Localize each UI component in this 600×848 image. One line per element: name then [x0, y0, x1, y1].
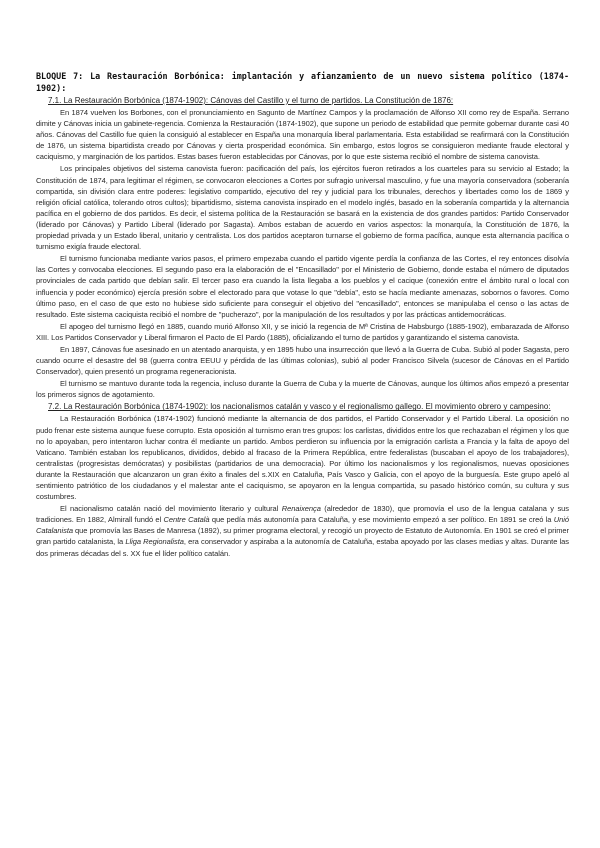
paragraph: El turnismo funcionaba mediante varios pasos, el primero empezaba cuando el partido vigente perdía la confianza de las Cortes, el rey entonces disolvía las Cortes y convocaba elecciones. El segundo paso era la elaboración de el "Encasillado" por el Ministerio de Gobierno, donde estaba el número de diputados provinciales de cada partido que debían salir. El tercer paso era cuando la lista llegaba a los pueblos y el cacique (conexión entre el ámbito rural o local con influencia y poder económico) ejercía presión sobre el electorado para que votase lo que "debía", esto se hacía mediante amenazas, sobornos o favores. Como último paso, en el caso de que esto no hubiese sido suficiente para conseguir el objetivo del "encasillado", entonces se manipulaba el censo o las actas de resultado. Este sistema caciquista recibió el nombre de "pucherazo", por la manipulación de los resultados y por las prácticas antidemocráticas. [36, 254, 569, 319]
italic-term: Unió Catalanista [36, 515, 569, 536]
italic-term: Centre Català [163, 515, 210, 525]
text-run: que promovía las Bases de Manresa (1892), su primer programa electoral, y recogió un proyecto de Estatuto de Autonomía. En 1901 se creó el primer gran partido catalanista, la [36, 526, 569, 547]
paragraph: Los principales objetivos del sistema canovista fueron: pacificación del país, los ejércitos fueron retirados a los cuarteles para su servicio al Estado; la Constitución de 1874, para legitimar el régimen, se convocaron elecciones a Cortes por sufragio universal masculino, y fue una mayoría conservadora (soberanía compartida, sin división clara entre poderes: legislativo compartido, ejecutivo del rey y judicial para los tribunales, derechos y libertades como los de 1869 y religión oficial católica, tolerando otros cultos); bipartidismo, sistema canovista inspirado en el modelo inglés, basado en la soberanía compartida y la alternancia pacífica en el gobierno de dos partidos. Es decir, el sistema política de la Restauración se basará en la existencia de dos grandes partidos: Partido Conservador (liderado por Cánovas) y Partido Liberal (liderado por Sagasta). Ambos estaban de acuerdo en varios aspectos: la monarquía, la Constitución de 1876, la propiedad privada y un Estado liberal, unitario y centralista. Los dos partidos aceptaron turnarse el gobierno de forma pacífica, aunque esta alternancia pacífica o turnismo exigía fraude electoral. [36, 164, 569, 252]
paragraph: El apogeo del turnismo llegó en 1885, cuando murió Alfonso XII, y se inició la regencia de Mª Cristina de Habsburgo (1885-1902), embarazada de Alfonso XIII. Los Partidos Conservador y Liberal firmaron el Pacto de El Pardo (1885), oficializando el turno de partidos y garantizando el sistema canovista. [36, 321, 569, 342]
document-title: BLOQUE 7: La Restauración Borbónica: implantación y afianzamiento de un nuevo sistema político (1874-1902): [36, 71, 569, 93]
text-run: que pedía más autonomía para Cataluña, y ese movimiento empezó a ser político. En 1891 se creó la [209, 515, 554, 525]
section-heading: 7.1. La Restauración Borbónica (1874-1902): Cánovas del Castillo y el turno de partidos. La Constitución de 1876: [48, 96, 454, 105]
paragraph: En 1897, Cánovas fue asesinado en un atentado anarquista, y en 1895 hubo una insurrección que llevó a la Guerra de Cuba. Subió al poder Sagasta, pero cuando ocurre el desastre del 98 (guerra contra EEUU y pérdida de las últimas colonias), subió al poder Francisco Silvela (sucesor de Cánovas en el Partido Conservador), quien presentó un programa regeneracionista. [36, 344, 569, 377]
paragraph: El turnismo se mantuvo durante toda la regencia, incluso durante la Guerra de Cuba y la muerte de Cánovas, aunque los últimos años empezó a presentar los primeros signos de agotamiento. [36, 379, 569, 400]
paragraph: La Restauración Borbónica (1874-1902) funcionó mediante la alternancia de dos partidos, el Partido Conservador y el Partido Liberal. La oposición no pudo frenar este sistema aunque fuese corrupto. Esta oposición al turnismo eran tres grupos: los carlistas, divididos entre los que rechazaban el régimen y los que no lo apoyaban, pero intentaron luchar contra él mediante un partido. Ambos perdieron su influencia por la emigración carlista a Francia y la falta de apoyo del Vaticano. También estaban los republicanos, divididos, debido al fracaso de la Primera República, entre federalistas (buscaban el apoyo de los trabajadores), centralistas (progresistas demócratas) y posibilistas (partidarios de una democracia). Por último los nacionalismos y los regionalismos, nuevas oposiciones durante la Restauración que alcanzaron un gran éxito a finales del s.XIX en Cataluña, País Vasco y Galicia, con el apoyo de la burguesía. Este grupo apeló al sentimiento patriótico de los ciudadanos y el malestar ante el caciquismo, se apoyaron en la lengua compartida, su pasado histórico común, su cultura y sus costumbres. [36, 414, 569, 502]
italic-term: Lliga Regionalista [125, 537, 184, 547]
italic-term: Renaixença [281, 504, 321, 514]
paragraph: En 1874 vuelven los Borbones, con el pronunciamiento en Sagunto de Martínez Campos y la proclamación de Alfonso XII como rey de España. Serrano dimite y Cánovas inicia un gabinete-regencia. Comienza la Restauración (1874-1902), que supone un periodo de estabilidad que permite gobernar durante casi 40 años. Cánovas del Castillo fue quien la consiguió al establecer en España una monarquía liberal parlamentaria. Esta estabilidad se reafirmará con la Constitución de 1876, un sistema bipartidista creado por Cánovas y cierta prosperidad económica. Sin embargo, estos logros se consiguieron mediante fraude electoral y caciquismo, y marginación de los partidos. Estas bases fueron establecidas por Cánovas, por lo que este sistema recibió el nombre de sistema canovista. [36, 108, 569, 162]
text-run: El nacionalismo catalán nació del movimiento literario y cultural [60, 504, 282, 514]
text-run: , era conservador y aspiraba a la autonomía de Cataluña, estaba apoyado por las clases medias y altas. Durante las dos primeras décadas del s. XX fue el líder político catalán. [36, 537, 569, 558]
section-heading: 7.2. La Restauración Borbónica (1874-1902): los nacionalismos catalán y vasco y el regionalismo gallego. El movimiento obrero y campesino: [48, 402, 551, 412]
paragraph-rich [36, 503, 569, 558]
document-body [36, 70, 569, 560]
text-run: (alrededor de 1830), que promovía el uso de la lengua catalana y sus tradiciones. En 1882, Almirall fundó el [36, 504, 569, 525]
